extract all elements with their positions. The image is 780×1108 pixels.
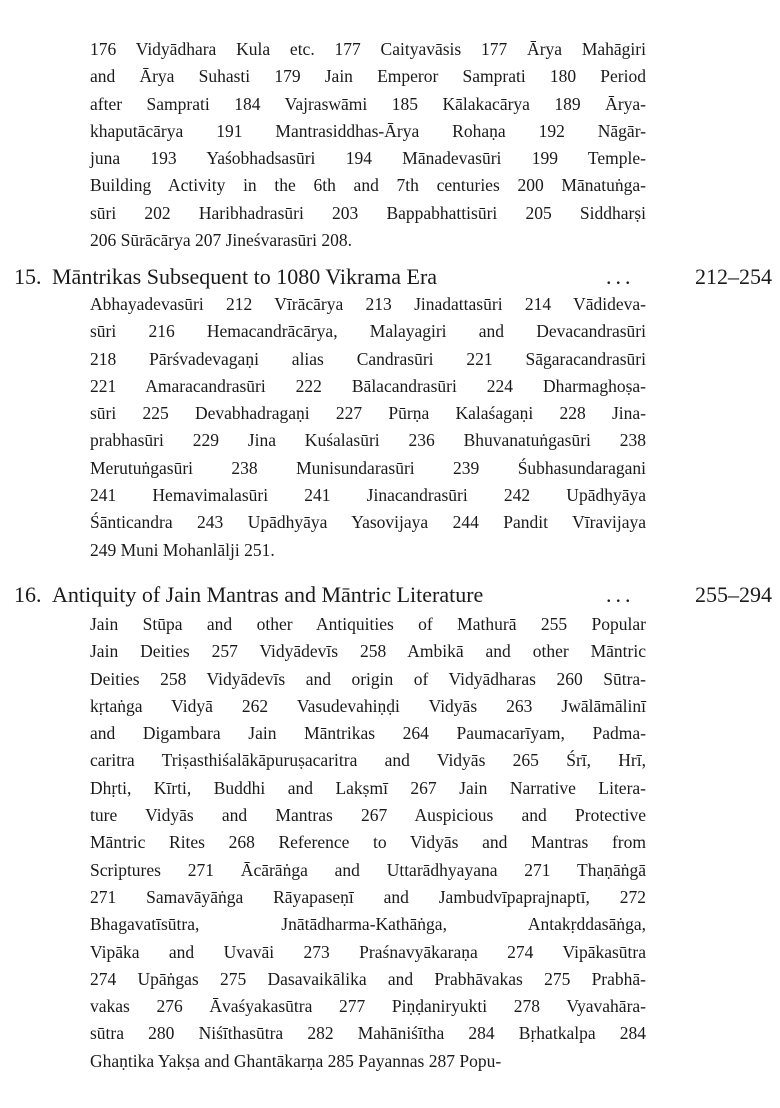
text-line: 218 Pārśvadevagaṇi alias Candrasūri 221 Sāgaracandrasūri (90, 348, 646, 369)
leader-dots: ... (606, 264, 635, 289)
leader-dots: ... (606, 582, 635, 607)
text-line: 249 Muni Mohanlālji 251. (90, 539, 275, 560)
text-line: 274 Upāṅgas 275 Dasavaikālika and Prabhāvakas 275 Prabhā- (90, 968, 646, 989)
text-line: kṛtaṅga Vidyā 262 Vasudevahiṇḍi Vidyās 263 Jwālāmālinī (90, 695, 646, 716)
text-line: prabhasūri 229 Jina Kuśalasūri 236 Bhuvanatuṅgasūri 238 (90, 430, 646, 451)
chapter-number: 15. (14, 264, 42, 289)
text-line: sūtra 280 Niśīthasūtra 282 Mahāniśītha 284 Bṛhatkalpa 284 (90, 1023, 646, 1044)
chapter-number: 16. (14, 582, 42, 607)
text-line: Ghaṇtika Yakṣa and Ghantākarṇa 285 Payannas 287 Popu- (90, 1050, 502, 1071)
page-range: 212–254 (695, 264, 772, 289)
text-line: ture Vidyās and Mantras 267 Auspicious and Protective (90, 805, 646, 826)
text-line: sūri 202 Haribhadrasūri 203 Bappabhattisūri 205 Siddharṣi (90, 202, 646, 223)
text-line: 176 Vidyādhara Kula etc. 177 Caityavāsis 177 Ārya Mahāgiri (90, 39, 646, 59)
text-line: Māntric Rites 268 Reference to Vidyās and Mantras from (90, 832, 646, 853)
section-15-contents (90, 291, 646, 564)
section-14-continuation (90, 36, 646, 254)
text-line: 271 Samavāyāṅga Rāyapaseṇī and Jambudvīpaprajnaptī, 272 (90, 886, 646, 907)
chapter-title: Māntrikas Subsequent to 1080 Vikrama Era (52, 264, 438, 289)
text-line: Jain Deities 257 Vidyādevīs 258 Ambikā and other Māntric (90, 641, 646, 662)
text-line: Building Activity in the 6th and 7th centuries 200 Mānatuṅga- (90, 175, 646, 196)
text-line: caritra Triṣasthiśalākāpuruṣacaritra and Vidyās 265 Śrī, Hrī, (90, 750, 646, 771)
text-line: and Digambara Jain Māntrikas 264 Paumacarīyam, Padma- (90, 723, 646, 744)
text-line: Śānticandra 243 Upādhyāya Yasovijaya 244 Pandit Vīravijaya (90, 512, 646, 533)
text-line: and Ārya Suhasti 179 Jain Emperor Samprati 180 Period (90, 66, 646, 87)
text-line: Bhagavatīsūtra, Jnātādharma-Kathāṅga, Antakṛddasāṅga, (90, 914, 646, 935)
page-range: 255–294 (695, 582, 772, 607)
section-16-contents (90, 611, 646, 1075)
text-line: Jain Stūpa and other Antiquities of Mathurā 255 Popular (90, 614, 646, 634)
text-line: 241 Hemavimalasūri 241 Jinacandrasūri 242 Upādhyāya (90, 485, 646, 506)
text-line: Dhṛti, Kīrti, Buddhi and Lakṣmī 267 Jain Narrative Litera- (90, 777, 646, 798)
chapter-title: Antiquity of Jain Mantras and Māntric Literature (52, 582, 484, 607)
text-line: Merutuṅgasūri 238 Munisundarasūri 239 Śubhasundaragani (90, 457, 646, 478)
text-line: vakas 276 Āvaśyakasūtra 277 Piṇḍaniryukti 278 Vyavahāra- (90, 996, 646, 1017)
text-line: Vipāka and Uvavāi 273 Praśnavyākaraṇa 274 Vipākasūtra (90, 941, 646, 962)
text-line: Deities 258 Vidyādevīs and origin of Vidyādharas 260 Sūtra- (90, 668, 646, 689)
text-line: after Samprati 184 Vajraswāmi 185 Kālakacārya 189 Ārya- (90, 93, 646, 114)
text-line: 221 Amaracandrasūri 222 Bālacandrasūri 224 Dharmaghoṣa- (90, 375, 646, 396)
text-line: juna 193 Yaśobhadsasūri 194 Mānadevasūri 199 Temple- (90, 148, 646, 169)
text-line: khaputācārya 191 Mantrasiddhas-Ārya Rohaṇa 192 Nāgār- (90, 120, 646, 141)
text-line: sūri 225 Devabhadragaṇi 227 Pūrṇa Kalaśagaṇi 228 Jina- (90, 403, 646, 424)
toc-entry-15 (14, 262, 772, 292)
toc-entry-16 (14, 580, 772, 610)
text-line: sūri 216 Hemacandrācārya, Malayagiri and Devacandrasūri (90, 321, 646, 342)
text-line: 206 Sūrācārya 207 Jineśvarasūri 208. (90, 230, 352, 251)
text-line: Abhayadevasūri 212 Vīrācārya 213 Jinadattasūri 214 Vādideva- (90, 294, 646, 314)
text-line: Scriptures 271 Ācārāṅga and Uttarādhyayana 271 Thaṇāṅgā (90, 859, 646, 880)
